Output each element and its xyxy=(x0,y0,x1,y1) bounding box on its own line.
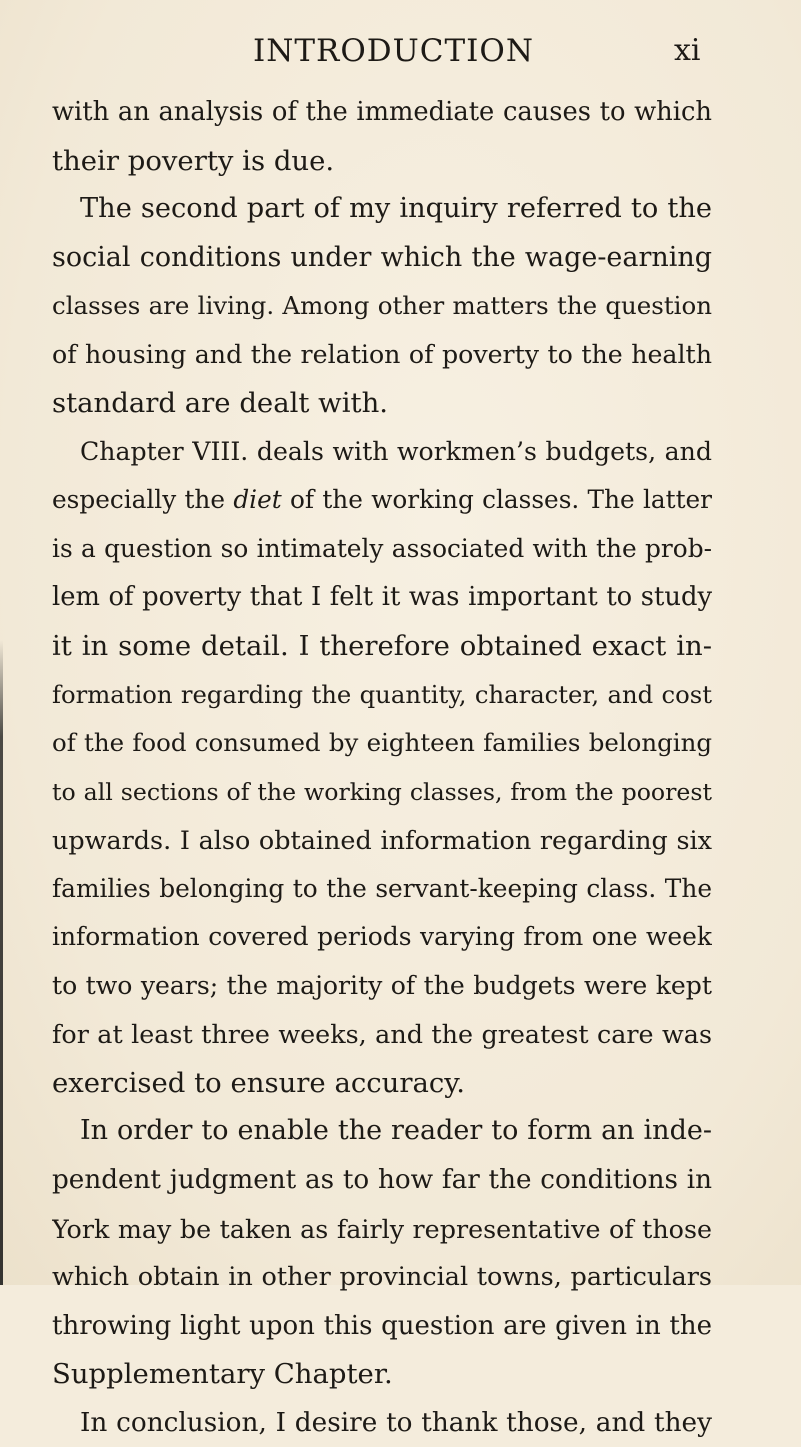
text-line: upwards. I also obtained information regarding six xyxy=(52,825,712,856)
running-head xyxy=(0,31,801,71)
text-line: standard are dealt with. xyxy=(52,387,389,420)
text-line: Chapter VIII. deals with workmen’s budgets, and xyxy=(80,436,712,466)
page-number: xi xyxy=(674,33,701,68)
page-edge-shadow xyxy=(0,640,3,1285)
text-line: In conclusion, I desire to thank those, and they xyxy=(80,1407,712,1438)
italic-word: diet xyxy=(233,485,282,515)
body-text xyxy=(52,88,712,1447)
text-line: to two years; the majority of the budgets were kept xyxy=(52,970,712,1000)
text-line: exercised to ensure accuracy. xyxy=(52,1066,465,1099)
text-line: with an analysis of the immediate causes to which xyxy=(52,97,712,127)
text-line: The second part of my inquiry referred to the xyxy=(80,193,712,225)
text-line: their poverty is due. xyxy=(52,144,335,177)
text-line: especially the diet of the working classes. The latter xyxy=(52,485,712,515)
text-line: In order to enable the reader to form an inde- xyxy=(80,1115,712,1147)
text-line: which obtain in other provincial towns, particulars xyxy=(52,1262,712,1293)
text-line: information covered periods varying from one week xyxy=(52,922,712,952)
text-line: social conditions under which the wage-earning xyxy=(52,241,712,273)
text-line: York may be taken as fairly representative of those xyxy=(52,1213,712,1244)
text-line: lem of poverty that I felt it was important to study xyxy=(52,582,712,613)
text-line: of housing and the relation of poverty to the health xyxy=(52,339,712,369)
running-title: INTRODUCTION xyxy=(253,33,534,69)
text-line: is a question so intimately associated with the prob- xyxy=(52,533,712,563)
text-line: of the food consumed by eighteen families belonging xyxy=(52,728,712,758)
text-line: Supplementary Chapter. xyxy=(52,1358,393,1391)
text-line: for at least three weeks, and the greatest care was xyxy=(52,1019,712,1050)
text-line: to all sections of the working classes, from the poorest xyxy=(52,777,712,806)
text-line: throwing light upon this question are given in the xyxy=(52,1310,712,1341)
text-line: classes are living. Among other matters the question xyxy=(52,291,712,321)
text-line: it in some detail. I therefore obtained exact in- xyxy=(52,630,712,663)
text-line: families belonging to the servant-keeping class. The xyxy=(52,873,712,903)
text-line: pendent judgment as to how far the conditions in xyxy=(52,1165,712,1196)
text-line: formation regarding the quantity, character, and cost xyxy=(52,679,712,709)
